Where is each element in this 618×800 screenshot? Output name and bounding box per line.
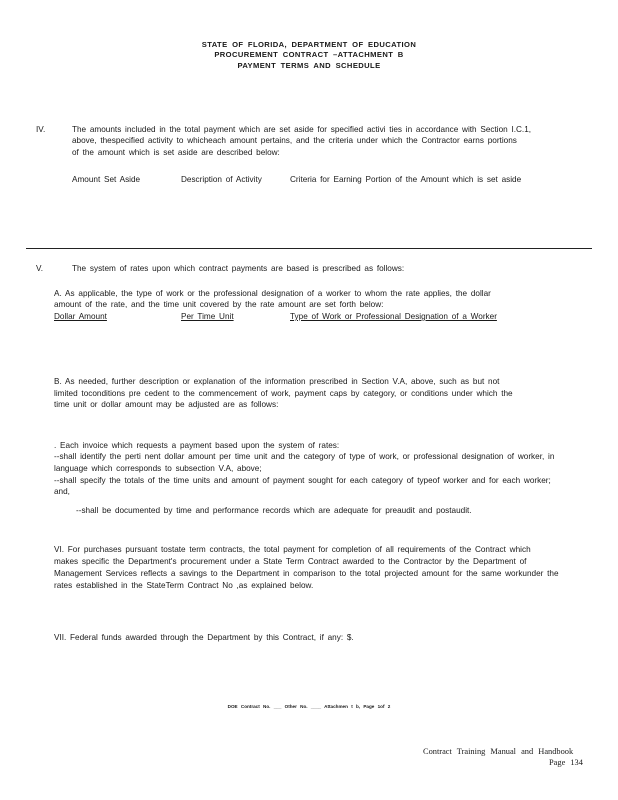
section-v-c-line-5: and,	[54, 487, 70, 496]
section-iv-line-1: The amounts included in the total payment which are set aside for specified activi ties in accordance with Section I.C.1,	[72, 125, 532, 134]
section-v-c-line-6: --shall be documented by time and performance records which are adequate for preaudit and postaudit.	[76, 506, 472, 515]
section-v-c-line-2: --shall identify the perti nent dollar amount per time unit and the category of type of work, or professional designation of worker, in	[54, 452, 555, 461]
section-iv-line-3: of the amount which is set aside are described below:	[72, 148, 280, 157]
section-v-b-line-2: limited toconditions pre cedent to the commencement of work, payment caps by category, or conditions under which the	[54, 389, 513, 398]
page-number: Page 134	[549, 758, 583, 767]
section-divider	[26, 248, 592, 249]
section-v-numeral: V.	[36, 264, 43, 273]
section-v-c-line-1: . Each invoice which requests a payment based upon the system of rates:	[54, 441, 340, 450]
criteria-heading: Criteria for Earning Portion of the Amount which is set aside	[290, 175, 522, 184]
section-v-b-line-1: B. As needed, further description or explanation of the information prescribed in Section V.A, above, such as but not	[54, 377, 500, 386]
header-line-1: STATE OF FLORIDA, DEPARTMENT OF EDUCATION	[201, 40, 417, 49]
amount-set-aside-heading: Amount Set Aside	[72, 175, 141, 184]
section-v-c-line-4: --shall specify the totals of the time units and amount of payment sought for each category of typeof worker and for each worker;	[54, 476, 551, 485]
section-vi-line-2: makes specific the Department's procurement under a State Term Contract awarded to the Contractor by the Department of	[54, 557, 527, 566]
section-vi-line-3: Management Services reflects a savings to the Department in comparison to the total projected amount for the same workunder the	[54, 569, 559, 578]
header-line-3: PAYMENT TERMS AND SCHEDULE	[237, 61, 381, 70]
section-vii-line: VII. Federal funds awarded through the Department by this Contract, if any: $.	[54, 633, 354, 642]
type-of-work-heading: Type of Work or Professional Designation of a Worker	[290, 312, 497, 321]
section-v-a-line-1: A. As applicable, the type of work or the professional designation of a worker to whom the rate applies, the dollar	[54, 289, 491, 298]
section-v-c-line-3: language which corresponds to subsection V.A, above;	[54, 464, 262, 473]
section-v-intro: The system of rates upon which contract payments are based is prescribed as follows:	[72, 264, 405, 273]
per-time-unit-heading: Per Time Unit	[181, 312, 234, 321]
dollar-amount-heading: Dollar Amount	[54, 312, 107, 321]
description-of-activity-heading: Description of Activity	[181, 175, 262, 184]
header-line-2: PROCUREMENT CONTRACT –ATTACHMENT B	[214, 50, 404, 59]
doe-contract-footer: DOE Contract No. ___ Other No. ____ Attachmen t b, Page 1of 2	[227, 704, 391, 709]
section-vi-line-1: VI. For purchases pursuant tostate term contracts, the total payment for completion of all requirements of the Contract which	[54, 545, 531, 554]
section-iv-numeral: IV.	[36, 125, 46, 134]
section-v-a-line-2: amount of the rate, and the time unit covered by the rate amount are set forth below:	[54, 300, 384, 309]
section-iv-line-2: above, thespecified activity to whicheach amount pertains, and the criteria under which the Contractor earns portions	[72, 136, 517, 145]
section-v-b-line-3: time unit or dollar amount may be adjusted are as follows:	[54, 400, 279, 409]
manual-footer: Contract Training Manual and Handbook	[423, 747, 574, 756]
section-vi-line-4: rates established in the StateTerm Contract No ,as explained below.	[54, 581, 314, 590]
